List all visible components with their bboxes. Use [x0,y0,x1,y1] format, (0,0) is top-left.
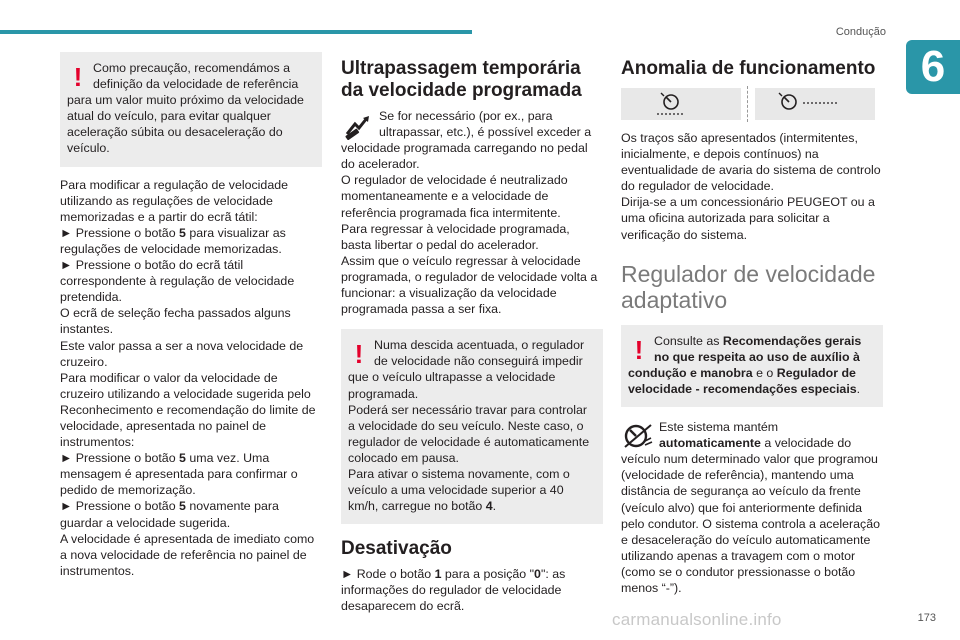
paragraph: Poderá ser necessário travar para controlar a velocidade do seu veículo. Neste caso, o regulador de velocidade é automaticamente colocado em pausa. [348,402,590,465]
column-left [60,52,322,579]
paragraph: Para ativar o sistema novamente, com o veículo a uma velocidade superior a 40 km/h, carregue no botão 4. [348,466,570,514]
body-text [341,108,603,317]
warning-icon: ! [73,62,83,92]
body-text [60,177,322,579]
paragraph: Para modificar a regulação de velocidade utilizando as regulações de velocidade memorizadas e a partir do ecrã tátil: [60,177,288,224]
accelerator-pedal-icon [341,110,375,140]
paragraph: O regulador de velocidade é neutralizado momentaneamente e a velocidade de referência programada fica intermitente. [341,173,568,220]
paragraph: Para modificar o valor da velocidade de cruzeiro utilizando a velocidade sugerida pelo Reconhecimento e recomendação do limite de velocidade, apresentada no painel de instrumentos: [60,370,316,450]
chapter-number-tab: 6 [906,40,960,94]
paragraph: Numa descida acentuada, o regulador de velocidade não conseguirá impedir que o veículo ultrapasse a velocidade programada. [348,338,585,401]
paragraph: Consulte as Recomendações gerais no que respeita ao uso de auxílio à condução e manobra e o Regulador de velocidade - recomendações especiais. [628,333,862,396]
paragraph: Dirija-se a um concessionário PEUGEOT ou a uma oficina autorizada para solicitar a verificação do sistema. [621,195,875,242]
column-middle [341,58,603,615]
heading-temporary-overspeed: Ultrapassagem temporária da velocidade programada [341,58,582,101]
section-title: Condução [835,26,886,38]
paragraph: ► Pressione o botão 5 novamente para guardar a velocidade sugerida. [60,499,279,530]
adaptive-cruise-control-icon [621,421,655,451]
header-accent-bar [0,30,472,34]
paragraph: ► Rode o botão 1 para a posição "0": as informações do regulador de velocidade desaparecem do ecrã. [341,567,566,614]
warning-icon: ! [634,334,644,365]
speedometer-dashes-image [755,88,875,120]
paragraph: ► Pressione o botão do ecrã tátil correspondente à regulação de velocidade pretendida. [60,258,295,305]
paragraph: Se for necessário (por ex., para ultrapassar, etc.), é possível exceder a velocidade programada carregando no pedal do acelerador. [341,109,592,172]
paragraph: O ecrã de seleção fecha passados alguns instantes. [60,306,291,337]
warning-text: Como precaução, recomendámos a definição da velocidade de referência para um valor muito próximo da velocidade atual do veículo, para evitar qualquer aceleração súbita ou desaceleração do veículo. [67,61,304,156]
body-text [621,130,883,243]
paragraph: Assim que o veículo regressar à velocidade programada, o regulador de velocidade volta a funcionar: a visualização da velocidade programada passa a ser fixa. [341,253,598,317]
warning-box [621,325,883,407]
divider [741,86,755,122]
paragraph: Para regressar à velocidade programada, basta libertar o pedal do acelerador. [341,221,570,252]
heading-deactivation: Desativação [341,538,452,560]
warning-box [60,52,322,167]
speedometer-dashes-image [621,88,741,120]
body-text [621,419,883,596]
heading-adaptive-cruise-control: Regulador de velocidade adaptativo [621,260,876,313]
page-number: 173 [917,612,936,624]
paragraph: Este valor passa a ser a nova velocidade de cruzeiro. [60,338,304,369]
heading-malfunction: Anomalia de funcionamento [621,58,876,79]
paragraph: ► Pressione o botão 5 uma vez. Uma mensagem é apresentada para confirmar o pedido de memorização. [60,451,298,498]
paragraph: Este sistema mantém automaticamente a velocidade do veículo num determinado valor que programou (velocidade de referência), mantendo uma distância de segurança ao veículo da frente (veículo alvo) que foi anteriormente definida pelo condutor. O sistema controla a aceleração e desaceleração do veículo automaticamente utilizando apenas a travagem com o motor (como se o condutor pressionasse o botão menos “-”). [621,420,880,595]
warning-icon: ! [354,339,364,370]
paragraph: A velocidade é apresentada de imediato como a nova velocidade de referência no painel de instrumentos. [60,531,315,578]
dashboard-display-images [621,86,883,122]
warning-box [341,329,603,524]
column-right [621,58,883,596]
watermark-text: carmanualsonline.info [612,610,782,629]
paragraph: ► Pressione o botão 5 para visualizar as regulações de velocidade memorizadas. [60,225,286,256]
paragraph: Os traços são apresentados (intermitentes, inicialmente, e depois contínuos) na eventualidade de avaria do sistema de controlo do regulador de velocidade. [621,131,881,194]
